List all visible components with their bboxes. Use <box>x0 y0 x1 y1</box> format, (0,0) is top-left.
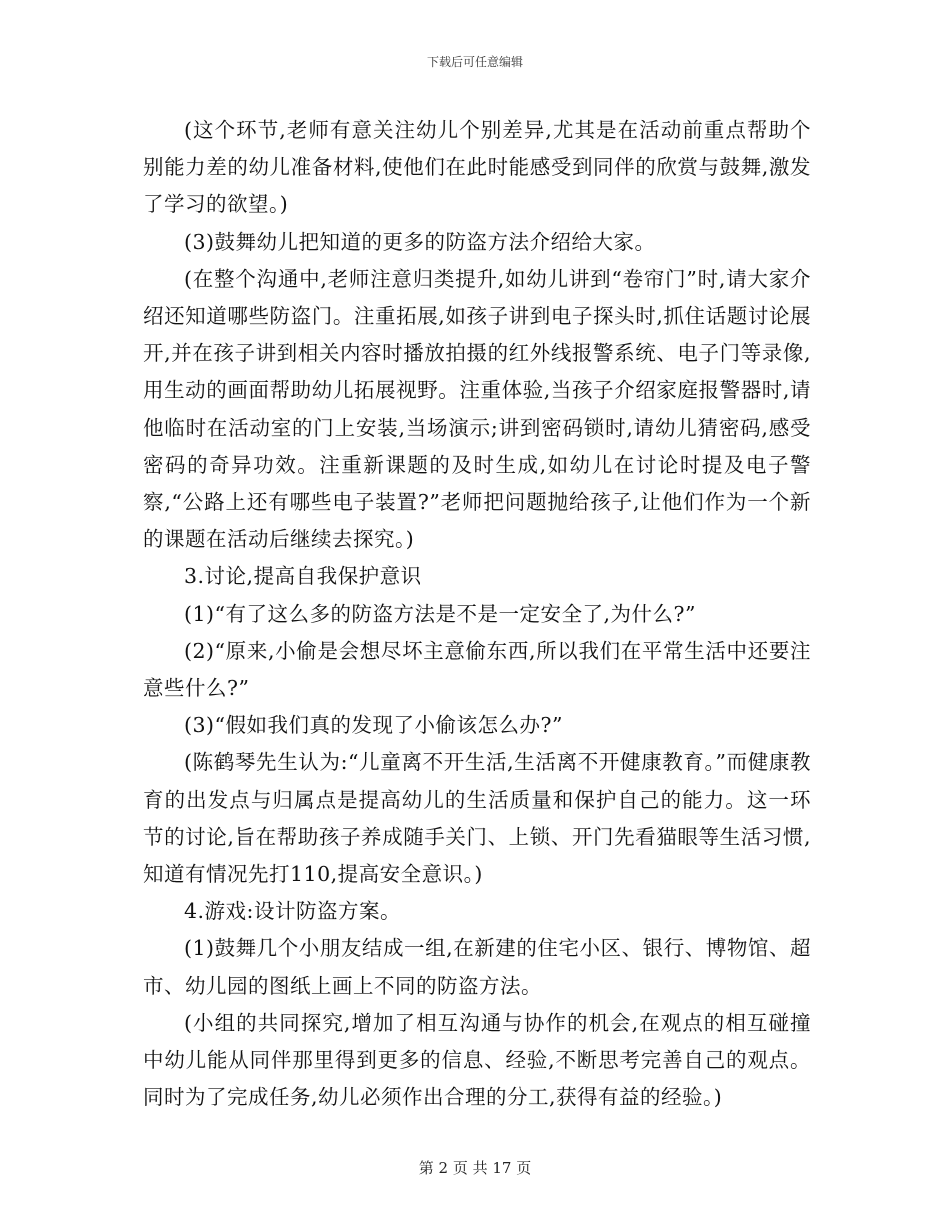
page-header-note: 下载后可任意编辑 <box>426 55 523 69</box>
paragraph: (1)鼓舞几个小朋友结成一组,在新建的住宅小区、银行、博物馆、超市、幼儿园的图纸上画上不同的防盗方法。 <box>143 936 811 998</box>
paragraph: (1)“有了这么多的防盗方法是不是一定安全了,为什么?” <box>184 601 697 626</box>
paragraph: (3)“假如我们真的发现了小偷该怎么办?” <box>184 713 563 738</box>
paragraph: (2)“原来,小偷是会想尽坏主意偷东西,所以我们在平常生活中还要注意些什么?” <box>143 638 811 701</box>
page-number: 第 2 页 共 17 页 <box>418 1159 532 1177</box>
section-heading: 3.讨论,提高自我保护意识 <box>184 564 422 589</box>
paragraph: (小组的共同探究,增加了相互沟通与协作的机会,在观点的相互碰撞中幼儿能从同伴那里得到更多的信息、经验,不断思考完善自己的观点。同时为了完成任务,幼儿必须作出合理的分工,获得有益的经验。) <box>143 1010 811 1110</box>
document-body <box>143 112 811 1116</box>
paragraph: (这个环节,老师有意关注幼儿个别差异,尤其是在活动前重点帮助个别能力差的幼儿准备材料,使他们在此时能感受到同伴的欣赏与鼓舞,激发了学习的欲望。) <box>143 118 811 217</box>
paragraph: (在整个沟通中,老师注意归类提升,如幼儿讲到“卷帘门”时,请大家介绍还知道哪些防盗门。注重拓展,如孩子讲到电子探头时,抓住话题讨论展开,并在孩子讲到相关内容时播放拍摄的红外线报警系统、电子门等录像,用生动的画面帮助幼儿拓展视野。注重体验,当孩子介绍家庭报警器时,请他临时在活动室的门上安装,当场演示;讲到密码锁时,请幼儿猜密码,感受密码的奇异功效。注重新课题的及时生成,如幼儿在讨论时提及电子警察,“公路上还有哪些电子装置?”老师把问题抛给孩子,让他们作为一个新的课题在活动后继续去探究。) <box>143 266 811 552</box>
paragraph: (陈鹤琴先生认为:“儿童离不开生活,生活离不开健康教育。”而健康教育的出发点与归属点是提高幼儿的生活质量和保护自己的能力。这一环节的讨论,旨在帮助孩子养成随手关门、上锁、开门先看猫眼等生活习惯,知道有情况先打110,提高安全意识。) <box>143 750 811 887</box>
section-heading: 4.游戏:设计防盗方案。 <box>184 899 401 924</box>
paragraph: (3)鼓舞幼儿把知道的更多的防盗方法介绍给大家。 <box>184 229 656 254</box>
